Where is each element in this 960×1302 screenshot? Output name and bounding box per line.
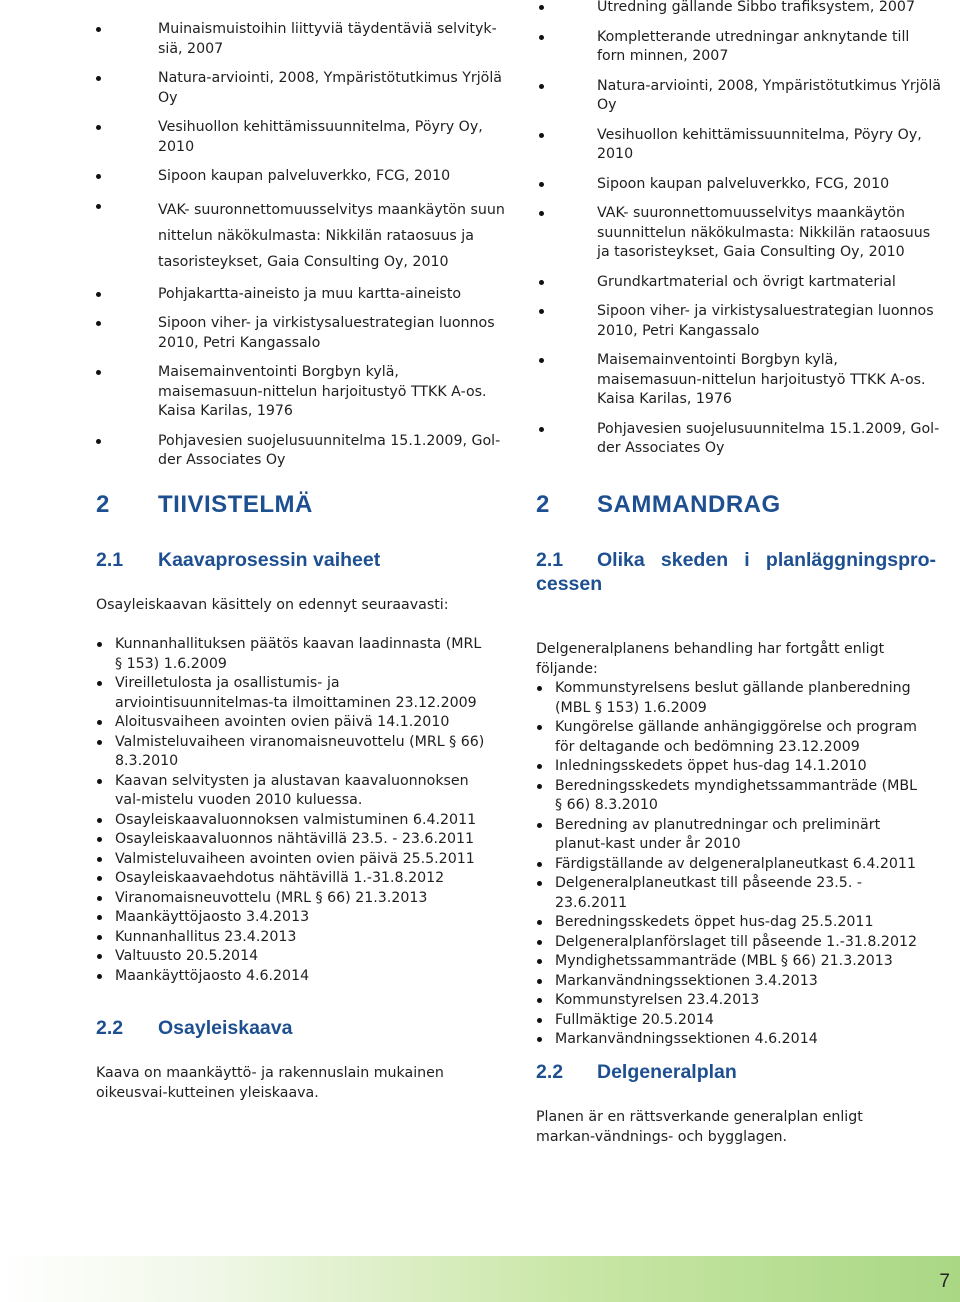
chapter-heading xyxy=(96,491,313,519)
chapter-number: 2 xyxy=(536,491,550,518)
chapter-title: TIIVISTELMÄ xyxy=(158,491,313,518)
section-heading xyxy=(536,548,936,596)
summary-paragraph: Planen är en rättsverkande generalplan enligt markan-vändnings- och bygglagen. xyxy=(536,1109,863,1145)
list-item: Kungörelse gällande anhängiggörelse och program för deltagande och bedömning 23.12.2009 xyxy=(536,718,921,757)
section-title: Osayleiskaava xyxy=(158,1017,293,1039)
section-number: 2.2 xyxy=(536,1061,564,1083)
list-item: Valmisteluvaiheen viranomaisneuvottelu (MRL § 66) 8.3.2010 xyxy=(96,733,486,772)
list-item: Myndighetssammanträde (MBL § 66) 21.3.2013 xyxy=(536,952,921,972)
section-title: Delgeneralplan xyxy=(597,1061,737,1083)
section-heading xyxy=(96,548,380,572)
list-item: Inledningsskedets öppet hus-dag 14.1.2010 xyxy=(536,757,921,777)
reference-list xyxy=(96,20,506,471)
list-item: Kunnanhallitus 23.4.2013 xyxy=(96,928,486,948)
list-item: Pohjakartta-aineisto ja muu kartta-aineisto xyxy=(96,285,506,305)
list-item: Osayleiskaavaluonnos nähtävillä 23.5. - 23.6.2011 xyxy=(96,830,486,850)
section-heading xyxy=(536,1060,737,1084)
list-item: Kommunstyrelsens beslut gällande planberedning (MBL § 153) 1.6.2009 xyxy=(536,679,921,718)
list-item: Osayleiskaavaehdotus nähtävillä 1.-31.8.2012 xyxy=(96,869,486,889)
list-item: Beredningsskedets öppet hus-dag 25.5.2011 xyxy=(536,913,921,933)
list-item: Sipoon kaupan palveluverkko, FCG, 2010 xyxy=(536,175,941,195)
section-number: 2.1 xyxy=(96,549,124,571)
section-heading xyxy=(96,1016,292,1040)
list-item: Färdigställande av delgeneralplaneutkast 6.4.2011 xyxy=(536,855,921,875)
list-item: Vesihuollon kehittämissuunnitelma, Pöyry Oy, 2010 xyxy=(96,118,506,157)
section-number: 2.2 xyxy=(96,1017,124,1039)
footer-gradient-bar xyxy=(0,1256,960,1302)
list-item: Markanvändningssektionen 4.6.2014 xyxy=(536,1030,921,1050)
list-item: Delgeneralplanförslaget till påseende 1.-31.8.2012 xyxy=(536,933,921,953)
list-item: Markanvändningssektionen 3.4.2013 xyxy=(536,972,921,992)
page-number: 7 xyxy=(939,1271,950,1292)
list-item: Natura-arviointi, 2008, Ympäristötutkimus Yrjölä Oy xyxy=(536,77,941,116)
list-item: Beredningsskedets myndighetssammanträde (MBL § 66) 8.3.2010 xyxy=(536,777,921,816)
list-item: Kommunstyrelsen 23.4.2013 xyxy=(536,991,921,1011)
section-title: Kaavaprosessin vaiheet xyxy=(158,549,381,571)
list-item: Maisemainventointi Borgbyn kylä, maisemasuun-nittelun harjoitustyö TTKK A-os. Kaisa Karilas, 1976 xyxy=(536,351,941,410)
list-item: Sipoon kaupan palveluverkko, FCG, 2010 xyxy=(96,167,506,187)
intro-paragraph: Osayleiskaavan käsittely on edennyt seuraavasti: xyxy=(96,597,449,613)
chapter-number: 2 xyxy=(96,491,110,518)
list-item: VAK- suuronnettomuusselvitys maankäytön suunnittelun näkökulmasta: Nikkilän rataosuus ja tasoristeykset, Gaia Consulting Oy, 2010 xyxy=(536,204,941,263)
list-item: Aloitusvaiheen avointen ovien päivä 14.1.2010 xyxy=(96,713,486,733)
list-item: Kunnanhallituksen päätös kaavan laadinnasta (MRL § 153) 1.6.2009 xyxy=(96,635,486,674)
list-item: Vireilletulosta ja osallistumis- ja arviointisuunnitelmas-ta ilmoittaminen 23.12.2009 xyxy=(96,674,486,713)
list-item: Muinaismuistoihin liittyviä täydentäviä selvityk-siä, 2007 xyxy=(96,20,506,59)
reference-list xyxy=(536,0,941,459)
chapter-title: SAMMANDRAG xyxy=(597,491,781,518)
process-steps-list xyxy=(96,635,486,986)
list-item: Viranomaisneuvottelu (MRL § 66) 21.3.2013 xyxy=(96,889,486,909)
list-item: Pohjavesien suojelusuunnitelma 15.1.2009, Gol-der Associates Oy xyxy=(96,432,506,471)
summary-paragraph: Kaava on maankäyttö- ja rakennuslain mukainen oikeusvai-kutteinen yleiskaava. xyxy=(96,1065,444,1101)
section-number: 2.1 xyxy=(536,549,564,571)
process-steps-list xyxy=(536,679,921,1050)
list-item: Valtuusto 20.5.2014 xyxy=(96,947,486,967)
list-item: Grundkartmaterial och övrigt kartmaterial xyxy=(536,273,941,293)
list-item: Sipoon viher- ja virkistysaluestrategian luonnos 2010, Petri Kangassalo xyxy=(536,302,941,341)
list-item: Utredning gällande Sibbo trafiksystem, 2007 xyxy=(536,0,941,18)
list-item: Delgeneralplaneutkast till påseende 23.5. - 23.6.2011 xyxy=(536,874,921,913)
list-item: Kaavan selvitysten ja alustavan kaavaluonnoksen val-mistelu vuoden 2010 kuluessa. xyxy=(96,772,486,811)
list-item: Kompletterande utredningar anknytande till forn minnen, 2007 xyxy=(536,28,941,67)
chapter-heading xyxy=(536,491,781,519)
list-item: Valmisteluvaiheen avointen ovien päivä 25.5.2011 xyxy=(96,850,486,870)
intro-paragraph: Delgeneralplanens behandling har fortgått enligt följande: xyxy=(536,641,885,677)
list-item: Pohjavesien suojelusuunnitelma 15.1.2009, Gol-der Associates Oy xyxy=(536,420,941,459)
list-item: Osayleiskaavaluonnoksen valmistuminen 6.4.2011 xyxy=(96,811,486,831)
list-item: Fullmäktige 20.5.2014 xyxy=(536,1011,921,1031)
list-item: Maankäyttöjaosto 4.6.2014 xyxy=(96,967,486,987)
list-item: Beredning av planutredningar och preliminärt planut-kast under år 2010 xyxy=(536,816,921,855)
list-item: Maankäyttöjaosto 3.4.2013 xyxy=(96,908,486,928)
list-item: Maisemainventointi Borgbyn kylä, maisemasuun-nittelun harjoitustyö TTKK A-os. Kaisa Karilas, 1976 xyxy=(96,363,506,422)
list-item: Natura-arviointi, 2008, Ympäristötutkimus Yrjölä Oy xyxy=(96,69,506,108)
list-item: Vesihuollon kehittämissuunnitelma, Pöyry Oy, 2010 xyxy=(536,126,941,165)
list-item: Sipoon viher- ja virkistysaluestrategian luonnos 2010, Petri Kangassalo xyxy=(96,314,506,353)
list-item: VAK- suuronnettomuusselvitys maankäytön suun nittelun näkökulmasta: Nikkilän rataosuus ja tasoristeykset, Gaia Consulting Oy, 2010 xyxy=(96,197,506,275)
section-title: Olika skeden i planläggningspro-cessen xyxy=(536,549,936,595)
